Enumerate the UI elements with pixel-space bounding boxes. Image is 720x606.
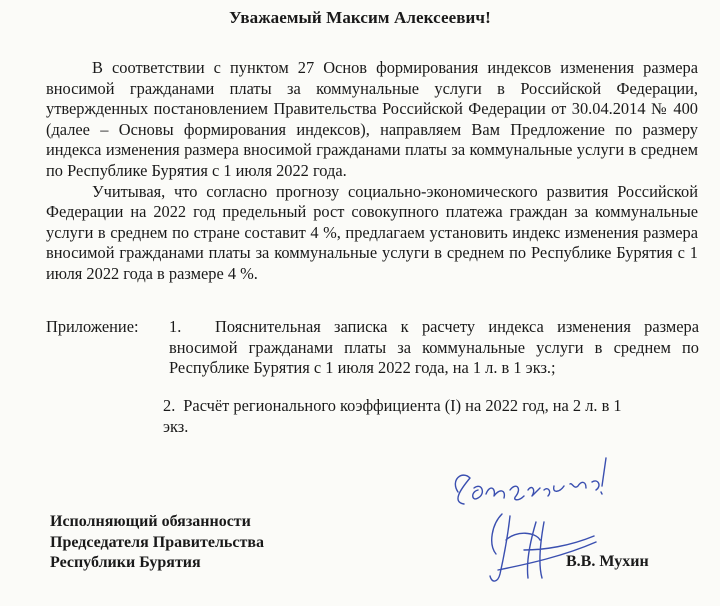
appendix-item-2: [163, 396, 623, 437]
paragraph-1: В соответствии с пунктом 27 Основ формирования индексов изменения размера вносимой гражданами платы за коммунальные услуги в Российской Федерации, утвержденных постановлением Правительства Российской Федерации от 30.04.2014 № 400 (далее – Основы формирования индексов), направляем Вам Предложение по размеру индекса изменения размера вносимой гражданами платы за коммунальные услуги в среднем по Республике Бурятия с 1 июля 2022 года.: [46, 58, 698, 180]
signatory-title: [50, 512, 264, 574]
appendix-item-number: 2.: [163, 396, 176, 415]
appendix-label: Приложение:: [46, 317, 139, 336]
handwritten-signature: [440, 440, 660, 600]
letter-body: [46, 58, 698, 285]
signatory-name: В.В. Мухин: [566, 553, 649, 570]
paragraph-2: Учитывая, что согласно прогнозу социально-экономического развития Российской Федерации на 2022 год предельный рост совокупного платежа граждан за коммунальные услуги в среднем по стране составит 4 %, предлагаем установить индекс изменения размера вносимой гражданами платы за коммунальные услуги в среднем по Республике Бурятия с 1 июля 2022 года в размере 4 %.: [46, 181, 698, 283]
signatory-title-line: Председателя Правительства: [50, 533, 264, 551]
appendix-item-text: Пояснительная записка к расчету индекса изменения размера вносимой гражданами платы за коммунальные услуги в среднем по Республике Бурятия с 1 июля 2022 года, на 1 л. в 1 экз.;: [169, 317, 699, 378]
appendix-item-text: Расчёт регионального коэффициента (I) на 2022 год, на 2 л. в 1 экз.: [163, 396, 622, 436]
salutation: Уважаемый Максим Алексеевич!: [229, 8, 491, 27]
signatory-title-line: Исполняющий обязанности: [50, 513, 251, 530]
signature-scrawl: [490, 514, 596, 581]
appendix-item-number: 1.: [169, 317, 182, 336]
signatory-title-line: Республики Бурятия: [50, 554, 201, 571]
appendix-item-1: [169, 317, 699, 379]
greeting-handwriting: [455, 458, 606, 504]
